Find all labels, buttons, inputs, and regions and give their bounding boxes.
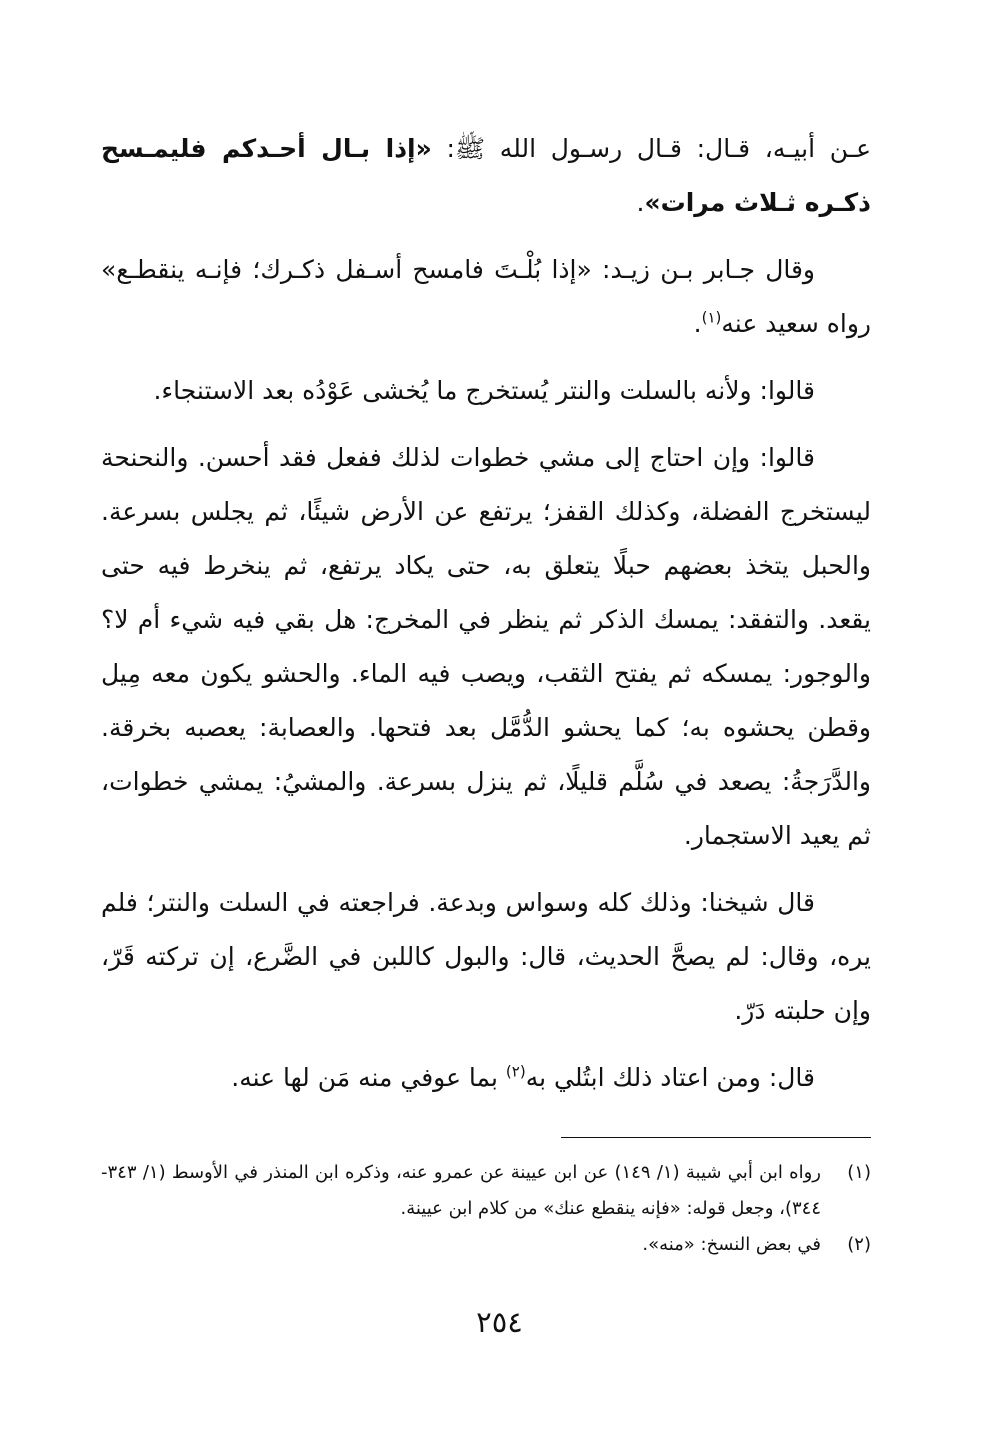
paragraph-1 xyxy=(101,122,871,230)
footnote-number: (١) xyxy=(847,1162,871,1183)
footnote-text: رواه ابن أبي شيبة (١/ ١٤٩) عن ابن عيينة عن عمرو عنه، وذكره ابن المنذر في الأوسط (١/ ٣٤٣- ٣٤٤)، وجعل قوله: «فإنه ينقطع عنك» من كلام ابن عيينة. xyxy=(101,1162,821,1219)
paragraph-1-intro: عـن أبيـه، قـال: قـال رسـول الله ﷺ: xyxy=(431,134,872,163)
main-text xyxy=(101,122,871,1118)
paragraph-1-end: . xyxy=(636,188,645,217)
footnote-separator xyxy=(561,1137,871,1138)
paragraph-6-text: قال: ومن اعتاد ذلك ابتُلي به xyxy=(525,1063,815,1092)
footnote-1 xyxy=(101,1155,871,1227)
paragraph-4: قالوا: وإن احتاج إلى مشي خطوات لذلك ففعل فقد أحسن. والنحنحة ليستخرج الفضلة، وكذلك القفز؛ يرتفع عن الأرض شيئًا، ثم يجلس بسرعة. والحبل يتخذ بعضهم حبلًا يتعلق به، حتى يكاد يرتفع، ثم ينخرط فيه حتى يقعد. والتفقد: يمسك الذكر ثم ينظر في المخرج: هل بقي فيه شيء أم لا؟ والوجور: يمسكه ثم يفتح الثقب، ويصب فيه الماء. والحشو يكون معه مِيل وقطن يحشوه به؛ كما يحشو الدُّمَّل بعد فتحها. والعصابة: يعصبه بخرقة. والدَّرَجةُ: يصعد في سُلَّم قليلًا، ثم ينزل بسرعة. والمشيُ: يمشي خطوات، ثم يعيد الاستجمار. xyxy=(101,443,871,850)
paragraph-2-end: . xyxy=(693,309,702,338)
paragraph-3: قالوا: ولأنه بالسلت والنتر يُستخرج ما يُخشى عَوْدُه بعد الاستنجاء. xyxy=(153,376,815,405)
footnote-ref-2[interactable]: (٢) xyxy=(505,1062,526,1081)
page-number: ٢٥٤ xyxy=(476,1305,523,1339)
paragraph-2 xyxy=(101,243,871,351)
footnote-text: في بعض النسخ: «منه». xyxy=(642,1234,821,1255)
paragraph-2-text: وقال جـابر بـن زيـد: «إذا بُلْـتَ فامسح أسـفل ذكـرك؛ فإنـه ينقطـع» رواه سعيد عنه xyxy=(101,255,871,338)
footnote-ref-1[interactable]: (١) xyxy=(701,308,722,327)
footnotes xyxy=(101,1155,871,1263)
footnote-number: (٢) xyxy=(847,1234,871,1255)
hadith-quote: «إذا بـال أحـدكم فليمـسح ذكـره ثـلاث مرات» xyxy=(101,134,871,217)
paragraph-6-end: بما عوفي منه مَن لها عنه. xyxy=(231,1063,506,1092)
paragraph-5: قال شيخنا: وذلك كله وسواس وبدعة. فراجعته في السلت والنتر؛ فلم يره، وقال: لم يصحَّ الحديث، قال: والبول كاللبن في الضَّرع، إن تركته قَرّ، وإن حلبته دَرّ. xyxy=(101,888,871,1025)
paragraph-6 xyxy=(101,1051,871,1105)
footnote-2 xyxy=(101,1227,871,1263)
